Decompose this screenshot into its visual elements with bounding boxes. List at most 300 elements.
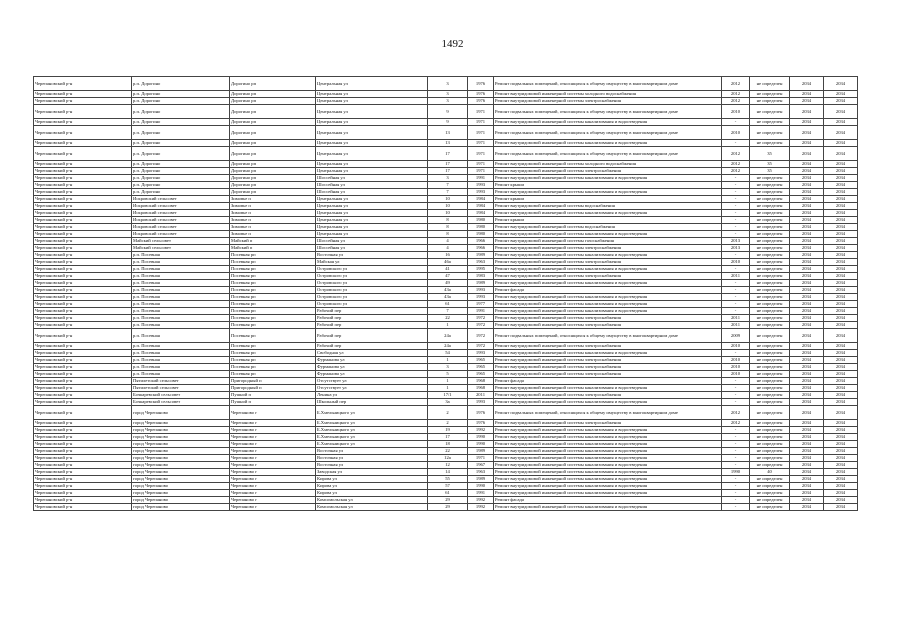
table-cell: 2034 — [824, 483, 858, 490]
table-cell: город Черепаново — [132, 434, 230, 441]
table-row — [34, 168, 858, 175]
table-cell: 2034 — [824, 147, 858, 161]
table-cell: 2034 — [790, 462, 824, 469]
table-cell: 2034 — [790, 434, 824, 441]
table-cell: 1 — [428, 385, 468, 392]
table-row — [34, 385, 858, 392]
table-cell: 2034 — [790, 329, 824, 343]
table-cell: - — [722, 308, 750, 315]
table-row — [34, 301, 858, 308]
table-cell: 1976 — [468, 98, 494, 105]
table-cell: 2034 — [790, 140, 824, 147]
table-cell: Пятилетский сельсовет — [132, 385, 230, 392]
table-cell: 8 — [428, 217, 468, 224]
table-cell: не определен — [750, 77, 790, 91]
table-cell: 2034 — [824, 329, 858, 343]
table-cell: 40 — [750, 469, 790, 476]
table-cell: город Черепаново — [132, 462, 230, 469]
table-cell: Черепановский р-н — [34, 378, 132, 385]
table-row — [34, 462, 858, 469]
table-cell: город Черепаново — [132, 483, 230, 490]
table-cell: 2034 — [790, 196, 824, 203]
table-cell: 2034 — [790, 448, 824, 455]
table-cell: Посевная рп — [230, 301, 316, 308]
table-cell: 2034 — [824, 161, 858, 168]
table-cell: 13 — [428, 140, 468, 147]
table-cell: Черепаново г — [230, 497, 316, 504]
table-cell: 1971 — [468, 147, 494, 161]
table-cell: Дорогино рп — [230, 175, 316, 182]
table-cell: Восточная ул — [316, 455, 428, 462]
table-cell: Ремонт внутридомовой инженерной системы газоснабжения — [494, 238, 722, 245]
table-row — [34, 420, 858, 427]
table-cell: не определен — [750, 182, 790, 189]
table-cell: 2034 — [824, 259, 858, 266]
table-cell: 2034 — [790, 441, 824, 448]
table-cell: Посевная рп — [230, 273, 316, 280]
table-cell: не определен — [750, 189, 790, 196]
table-cell: Центральная ул — [316, 140, 428, 147]
table-cell: 2034 — [824, 364, 858, 371]
table-cell: Черепановский р-н — [34, 175, 132, 182]
table-cell: Зимовье п — [230, 210, 316, 217]
table-cell: город Черепаново — [132, 427, 230, 434]
table-cell: 2034 — [824, 175, 858, 182]
table-cell: 49 — [428, 280, 468, 287]
table-cell: Дорогино рп — [230, 140, 316, 147]
table-cell: Рабочий пер — [316, 308, 428, 315]
table-cell: Черепаново г — [230, 504, 316, 511]
table-cell: Островского ул — [316, 287, 428, 294]
table-cell: Посевная рп — [230, 266, 316, 273]
table-row — [34, 455, 858, 462]
table-cell: Майский п — [230, 245, 316, 252]
table-cell: Ремонт внутридомовой инженерной системы канализования и водоотведения — [494, 385, 722, 392]
table-cell: 1972 — [468, 315, 494, 322]
table-row — [34, 210, 858, 217]
table-cell: 17 — [428, 161, 468, 168]
table-cell: 2034 — [790, 294, 824, 301]
table-cell: Центральная ул — [316, 91, 428, 98]
table-cell: 17/1 — [428, 392, 468, 399]
table-cell: Комсомольская ул — [316, 497, 428, 504]
table-cell: не определен — [750, 343, 790, 350]
table-cell: - — [722, 497, 750, 504]
table-cell: 55 — [428, 476, 468, 483]
table-cell: не определен — [750, 329, 790, 343]
table-cell: 2034 — [790, 147, 824, 161]
table-cell: город Черепаново — [132, 476, 230, 483]
table-cell: не определен — [750, 385, 790, 392]
table-cell: Ремонт внутридомовой инженерной системы канализования и водоотведения — [494, 399, 722, 406]
table-cell: Черепаново г — [230, 441, 316, 448]
table-cell: 2034 — [824, 91, 858, 98]
table-cell: 2012 — [722, 147, 750, 161]
table-cell: Ремонт внутридомовой инженерной системы канализования и водоотведения — [494, 140, 722, 147]
table-cell: 2034 — [790, 175, 824, 182]
table-cell: Зимовье п — [230, 217, 316, 224]
table-cell: 2034 — [790, 497, 824, 504]
table-cell: Б.Хмельницкого ул — [316, 441, 428, 448]
table-cell: город Черепаново — [132, 406, 230, 420]
table-cell: р.п. Дорогино — [132, 140, 230, 147]
table-row — [34, 245, 858, 252]
table-cell: Искровский сельсовет — [132, 217, 230, 224]
table-cell: - — [722, 252, 750, 259]
table-cell: Центральная ул — [316, 168, 428, 175]
table-cell: не определен — [750, 406, 790, 420]
table-cell: Свободная ул — [316, 350, 428, 357]
table-cell: 1 — [428, 357, 468, 364]
table-cell: Черепановский р-н — [34, 77, 132, 91]
table-cell: Черепановский р-н — [34, 259, 132, 266]
table-cell: Черепаново г — [230, 469, 316, 476]
table-cell: 2034 — [824, 357, 858, 364]
table-cell: не определен — [750, 203, 790, 210]
table-cell: город Черепаново — [132, 504, 230, 511]
table-cell: не определен — [750, 322, 790, 329]
table-cell: Черепаново г — [230, 455, 316, 462]
table-cell: Ремонт внутридомовой инженерной системы холодного водоснабжения — [494, 161, 722, 168]
table-cell: 2034 — [790, 378, 824, 385]
table-cell: не определен — [750, 504, 790, 511]
table-cell: Черепановский р-н — [34, 301, 132, 308]
table-cell: 2034 — [824, 224, 858, 231]
table-cell: 1 — [428, 378, 468, 385]
table-cell: город Черепаново — [132, 469, 230, 476]
table-cell: Ремонт крыши — [494, 217, 722, 224]
table-cell: 1971 — [468, 161, 494, 168]
table-cell: Черепановский р-н — [34, 168, 132, 175]
table-cell: 2034 — [790, 273, 824, 280]
table-cell: 2034 — [824, 140, 858, 147]
table-cell: 2034 — [790, 203, 824, 210]
table-cell: Ремонт внутридомовой инженерной системы канализования и водоотведения — [494, 448, 722, 455]
table-cell: Ленина ул — [316, 392, 428, 399]
table-cell: Искровский сельсовет — [132, 210, 230, 217]
table-cell: 2034 — [790, 252, 824, 259]
table-cell: Отсутствует ул — [316, 378, 428, 385]
table-cell: Черепановский р-н — [34, 469, 132, 476]
table-cell: р.п. Посевная — [132, 280, 230, 287]
table-cell: не определен — [750, 119, 790, 126]
table-cell: Центральная ул — [316, 231, 428, 238]
table-cell: Посевная рп — [230, 343, 316, 350]
table-cell: Пригородный п — [230, 378, 316, 385]
table-cell: не определен — [750, 252, 790, 259]
table-cell: 2034 — [824, 455, 858, 462]
table-cell: Ремонт внутридомовой инженерной системы канализования и водоотведения — [494, 231, 722, 238]
table-cell: 2034 — [824, 98, 858, 105]
table-cell: 2034 — [824, 441, 858, 448]
table-cell: 1965 — [468, 364, 494, 371]
table-cell: 2034 — [824, 420, 858, 427]
table-cell: 2034 — [790, 231, 824, 238]
table-cell: Дорогино рп — [230, 161, 316, 168]
table-cell: 2034 — [790, 105, 824, 119]
table-cell: Ремонт внутридомовой инженерной системы водоснабжения — [494, 203, 722, 210]
table-cell: - — [722, 224, 750, 231]
table-cell: Восточная ул — [316, 448, 428, 455]
table-cell: 1976 — [468, 77, 494, 91]
table-cell: Центральная ул — [316, 196, 428, 203]
table-cell: 1989 — [468, 448, 494, 455]
table-cell: город Черепаново — [132, 497, 230, 504]
table-cell: - — [722, 441, 750, 448]
table-cell: Черепановский р-н — [34, 252, 132, 259]
table-cell: 2034 — [790, 455, 824, 462]
table-cell: не определен — [750, 476, 790, 483]
table-cell: не определен — [750, 224, 790, 231]
table-cell: Б.Хмельницкого ул — [316, 434, 428, 441]
table-cell: Ремонт внутридомовой инженерной системы электроснабжения — [494, 392, 722, 399]
table-cell: 47 — [428, 273, 468, 280]
table-cell: 35 — [750, 147, 790, 161]
table-cell: 43а — [428, 287, 468, 294]
table-cell: Ремонт фасада — [494, 378, 722, 385]
table-cell: - — [722, 448, 750, 455]
table-row — [34, 175, 858, 182]
table-cell: 35 — [750, 161, 790, 168]
table-cell: Шоссейная ул — [316, 238, 428, 245]
table-cell: 2034 — [790, 119, 824, 126]
table-cell: 1989 — [468, 252, 494, 259]
table-cell: р.п. Посевная — [132, 294, 230, 301]
table-cell: 2012 — [722, 98, 750, 105]
table-cell: 1965 — [468, 357, 494, 364]
table-cell: 2034 — [824, 273, 858, 280]
table-cell: не определен — [750, 378, 790, 385]
table-cell: 2034 — [824, 462, 858, 469]
table-cell: Черепановский р-н — [34, 210, 132, 217]
table-cell: 1993 — [468, 182, 494, 189]
table-cell: Посевная рп — [230, 322, 316, 329]
table-cell: 2010 — [722, 126, 750, 140]
table-cell: 2010 — [722, 364, 750, 371]
table-cell: Ремонт внутридомовой инженерной системы электроснабжения — [494, 371, 722, 378]
table-cell: 2034 — [824, 196, 858, 203]
table-cell: Ремонт подвальных помещений, относящихся к общему имуществу в многоквартирном доме — [494, 406, 722, 420]
table-cell: 1971 — [468, 119, 494, 126]
table-cell: 1989 — [468, 280, 494, 287]
table-row — [34, 252, 858, 259]
table-cell: 2034 — [824, 280, 858, 287]
table-cell: 2034 — [824, 392, 858, 399]
table-cell: Черепановский р-н — [34, 203, 132, 210]
table-cell: 1991 — [468, 308, 494, 315]
table-cell: 2034 — [790, 280, 824, 287]
table-cell: Ремонт фасада — [494, 287, 722, 294]
table-cell: Ремонт внутридомовой инженерной системы канализования и водоотведения — [494, 252, 722, 259]
table-cell: Ремонт внутридомовой инженерной системы электроснабжения — [494, 259, 722, 266]
table-cell: Черепановский р-н — [34, 98, 132, 105]
table-cell: 1963 — [468, 259, 494, 266]
table-cell: 2034 — [824, 343, 858, 350]
table-row — [34, 483, 858, 490]
table-cell: 41 — [428, 266, 468, 273]
table-row — [34, 448, 858, 455]
table-row — [34, 91, 858, 98]
table-cell: не определен — [750, 238, 790, 245]
table-cell: 2034 — [824, 315, 858, 322]
table-cell: 1971 — [468, 140, 494, 147]
table-cell: Искровский сельсовет — [132, 196, 230, 203]
table-cell: Ремонт подвальных помещений, относящихся к общему имуществу в многоквартирном доме — [494, 105, 722, 119]
table-cell: Черепановский р-н — [34, 504, 132, 511]
table-cell: 2034 — [824, 245, 858, 252]
table-cell: Б.Хмельницкого ул — [316, 420, 428, 427]
table-cell: 1976 — [468, 91, 494, 98]
table-cell: Ремонт подвальных помещений, относящихся к общему имуществу в многоквартирном доме — [494, 77, 722, 91]
table-cell: 2034 — [790, 168, 824, 175]
table-cell: 2034 — [824, 322, 858, 329]
table-row — [34, 329, 858, 343]
table-cell: не определен — [750, 448, 790, 455]
table-cell: 1966 — [468, 238, 494, 245]
table-cell: р.п. Дорогино — [132, 147, 230, 161]
table-cell: Дорогино рп — [230, 182, 316, 189]
table-cell: Черепановский р-н — [34, 434, 132, 441]
table-cell: 2034 — [790, 161, 824, 168]
table-cell: 2034 — [824, 504, 858, 511]
table-cell: не определен — [750, 210, 790, 217]
table-cell: 2034 — [824, 203, 858, 210]
table-row — [34, 119, 858, 126]
table-cell: 54 — [428, 350, 468, 357]
table-cell: 9 — [428, 119, 468, 126]
table-cell: 4 — [428, 245, 468, 252]
table-cell: Посевная рп — [230, 294, 316, 301]
table-cell: Черепановский р-н — [34, 273, 132, 280]
table-cell: р.п. Посевная — [132, 287, 230, 294]
table-row — [34, 189, 858, 196]
table-row — [34, 182, 858, 189]
table-row — [34, 266, 858, 273]
table-cell: 8 — [428, 231, 468, 238]
table-row — [34, 238, 858, 245]
table-cell: Ремонт внутридомовой инженерной системы канализования и водоотведения — [494, 308, 722, 315]
table-cell: не определен — [750, 308, 790, 315]
table-cell: Черепаново г — [230, 483, 316, 490]
table-cell: Черепаново г — [230, 420, 316, 427]
table-cell: Зимовье п — [230, 231, 316, 238]
table-cell: Черепановский р-н — [34, 427, 132, 434]
table-cell: Черепановский р-н — [34, 280, 132, 287]
table-cell: 2034 — [824, 210, 858, 217]
table-row — [34, 231, 858, 238]
table-cell: 2 — [428, 406, 468, 420]
table-cell: - — [722, 266, 750, 273]
table-cell: Фурманова ул — [316, 371, 428, 378]
table-cell: - — [722, 217, 750, 224]
table-row — [34, 294, 858, 301]
table-cell: Пушной п — [230, 392, 316, 399]
table-cell: 2034 — [824, 105, 858, 119]
table-cell: 2012 — [722, 406, 750, 420]
table-row — [34, 490, 858, 497]
table-cell: Ремонт внутридомовой инженерной системы канализования и водоотведения — [494, 462, 722, 469]
table-cell: Черепановский р-н — [34, 140, 132, 147]
table-cell: 2012 — [722, 168, 750, 175]
table-cell: Дорогино рп — [230, 98, 316, 105]
table-cell: 1993 — [468, 294, 494, 301]
table-cell: 2034 — [790, 385, 824, 392]
table-cell: 14 — [428, 469, 468, 476]
table-row — [34, 364, 858, 371]
table-cell: 2034 — [790, 301, 824, 308]
table-cell: 57 — [428, 483, 468, 490]
table-cell: Черепановский р-н — [34, 217, 132, 224]
table-cell: Черепановский р-н — [34, 420, 132, 427]
table-cell: Черепановский р-н — [34, 238, 132, 245]
table-cell: Островского ул — [316, 266, 428, 273]
table-cell: 3 — [428, 98, 468, 105]
table-cell: Черепановский р-н — [34, 315, 132, 322]
table-cell: - — [722, 462, 750, 469]
table-cell: Шоссейная ул — [316, 182, 428, 189]
table-cell: - — [722, 182, 750, 189]
table-cell: 2034 — [824, 126, 858, 140]
table-cell: Центральная ул — [316, 105, 428, 119]
table-cell: р.п. Посевная — [132, 364, 230, 371]
table-cell: 24а — [428, 329, 468, 343]
table-cell: 2034 — [790, 406, 824, 420]
table-row — [34, 406, 858, 420]
table-cell: Островского ул — [316, 294, 428, 301]
table-cell: 1984 — [468, 196, 494, 203]
table-cell: Черепановский р-н — [34, 322, 132, 329]
table-cell: Ремонт подвальных помещений, относящихся к общему имуществу в многоквартирном доме — [494, 126, 722, 140]
table-cell: 1991 — [468, 175, 494, 182]
table-cell: 24а — [428, 343, 468, 350]
table-cell: Центральная ул — [316, 77, 428, 91]
table-cell: 1989 — [468, 476, 494, 483]
table-cell: Островского ул — [316, 273, 428, 280]
table-cell: Ремонт фасада — [494, 497, 722, 504]
table-cell: 2034 — [824, 378, 858, 385]
table-cell: Ремонт внутридомовой инженерной системы канализования и водоотведения — [494, 175, 722, 182]
table-cell: 2034 — [824, 406, 858, 420]
table-cell: 61 — [428, 490, 468, 497]
table-cell: 1971 — [468, 455, 494, 462]
table-cell: 2034 — [824, 168, 858, 175]
table-cell: Комсомольская ул — [316, 504, 428, 511]
table-cell: 2010 — [722, 105, 750, 119]
table-cell: 2034 — [824, 371, 858, 378]
table-cell: Черепаново г — [230, 490, 316, 497]
table-row — [34, 378, 858, 385]
table-cell: Б.Хмельницкого ул — [316, 427, 428, 434]
table-cell: 1976 — [468, 406, 494, 420]
table-cell: Черепановский р-н — [34, 497, 132, 504]
table-cell: 43а — [428, 294, 468, 301]
table-cell: Ремонт внутридомовой инженерной системы канализования и водоотведения — [494, 434, 722, 441]
table-cell: город Черепаново — [132, 490, 230, 497]
table-cell: Ремонт подвальных помещений, относящихся к общему имуществу в многоквартирном доме — [494, 147, 722, 161]
table-cell: 17 — [428, 168, 468, 175]
table-cell: - — [722, 350, 750, 357]
table-cell: 12 — [428, 462, 468, 469]
table-cell: 2034 — [824, 266, 858, 273]
table-cell: 2034 — [790, 343, 824, 350]
table-row — [34, 504, 858, 511]
table-cell: Черепановский р-н — [34, 406, 132, 420]
table-cell: не определен — [750, 287, 790, 294]
table-cell: Бочкаревский сельсовет — [132, 399, 230, 406]
table-cell: Центральная ул — [316, 203, 428, 210]
table-cell: 2034 — [824, 469, 858, 476]
table-cell: 2010 — [722, 371, 750, 378]
